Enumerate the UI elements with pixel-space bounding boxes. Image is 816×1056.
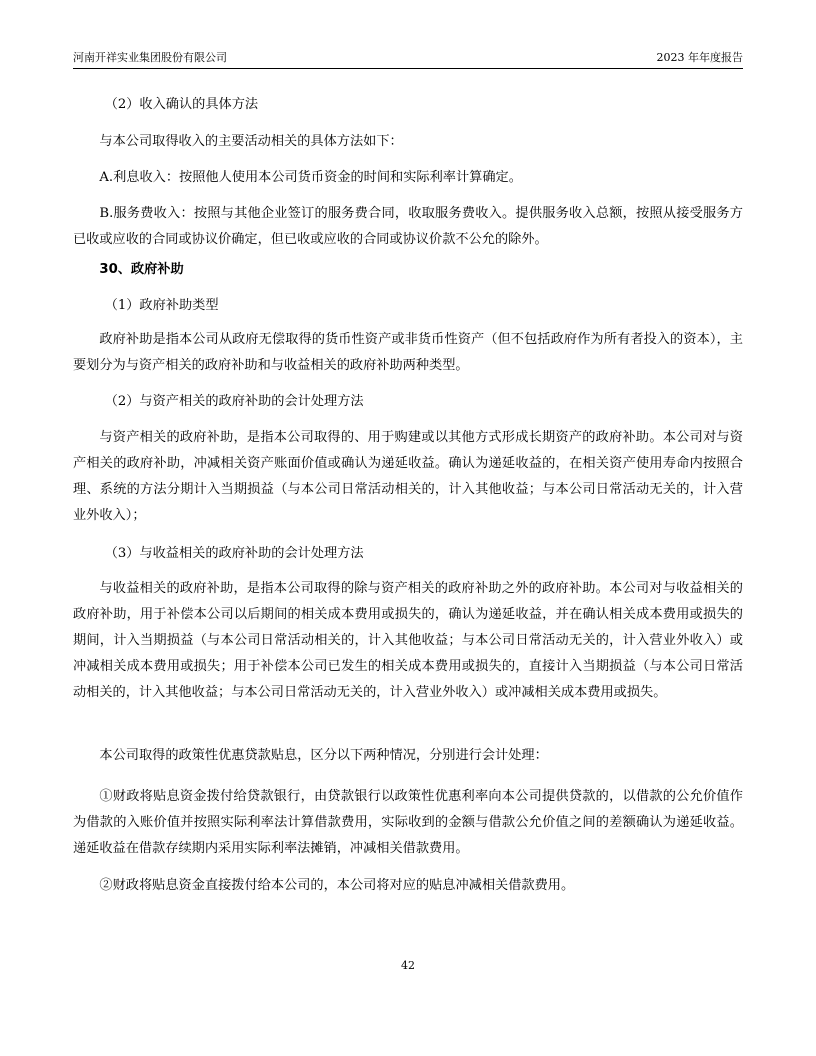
paragraph-service-fee-income: B.服务费收入：按照与其他企业签订的服务费合同，收取服务费收入。提供服务收入总额，按照从接受服务方已收或应收的合同或协议价确定，但已收或应收的合同或协议价款不公允的除外。 bbox=[73, 206, 743, 247]
subsection-title-income-grants: （3）与收益相关的政府补助的会计处理方法 bbox=[104, 546, 364, 561]
paragraph-interest-income: A.利息收入：按照他人使用本公司货币资金的时间和实际利率计算确定。 bbox=[99, 170, 522, 185]
page-number: 42 bbox=[401, 959, 415, 972]
header-report-title: 2023 年年度报告 bbox=[656, 51, 743, 64]
subsection-title-revenue-method: （2）收入确认的具体方法 bbox=[104, 97, 259, 112]
paragraph-revenue-intro: 与本公司取得收入的主要活动相关的具体方法如下： bbox=[99, 134, 403, 149]
paragraph-grant-types: 政府补助是指本公司从政府无偿取得的货币性资产或非货币性资产（但不包括政府作为所有者投入的资本），主要划分为与资产相关的政府补助和与收益相关的政府补助两种类型。 bbox=[73, 332, 743, 373]
header-company-name: 河南开祥实业集团股份有限公司 bbox=[73, 51, 227, 64]
page-header bbox=[73, 48, 743, 69]
paragraph-income-grants: 与收益相关的政府补助，是指本公司取得的除与资产相关的政府补助之外的政府补助。本公司对与收益相关的政府补助，用于补偿本公司以后期间的相关成本费用或损失的，确认为递延收益，并在确认相关成本费用或损失的期间，计入当期损益（与本公司日常活动相关的，计入其他收益；与本公司日常活动无关的，计入营业外收入）或冲减相关成本费用或损失；用于补偿本公司已发生的相关成本费用或损失的，直接计入当期损益（与本公司日常活动相关的，计入其他收益；与本公司日常活动无关的，计入营业外收入）或冲减相关成本费用或损失。 bbox=[73, 581, 743, 700]
paragraph-subsidy-case-2: ②财政将贴息资金直接拨付给本公司的，本公司将对应的贴息冲减相关借款费用。 bbox=[99, 878, 575, 893]
paragraph-asset-grants: 与资产相关的政府补助，是指本公司取得的、用于购建或以其他方式形成长期资产的政府补助。本公司对与资产相关的政府补助，冲减相关资产账面价值或确认为递延收益。确认为递延收益的，在相关资产使用寿命内按照合理、系统的方法分期计入当期损益（与本公司日常活动相关的，计入其他收益；与本公司日常活动无关的，计入营业外收入）； bbox=[73, 430, 743, 523]
subsection-title-grant-types: （1）政府补助类型 bbox=[104, 298, 219, 313]
paragraph-loan-interest-subsidy: 本公司取得的政策性优惠贷款贴息，区分以下两种情况，分别进行会计处理： bbox=[99, 748, 548, 763]
subsection-title-asset-grants: （2）与资产相关的政府补助的会计处理方法 bbox=[104, 394, 364, 409]
section-heading-government-grants: 30、政府补助 bbox=[99, 262, 184, 277]
paragraph-subsidy-case-1: ①财政将贴息资金拨付给贷款银行，由贷款银行以政策性优惠利率向本公司提供贷款的，以借款的公允价值作为借款的入账价值并按照实际利率法计算借款费用，实际收到的金额与借款公允价值之间的差额确认为递延收益。递延收益在借款存续期内采用实际利率法摊销，冲减相关借款费用。 bbox=[73, 789, 743, 856]
